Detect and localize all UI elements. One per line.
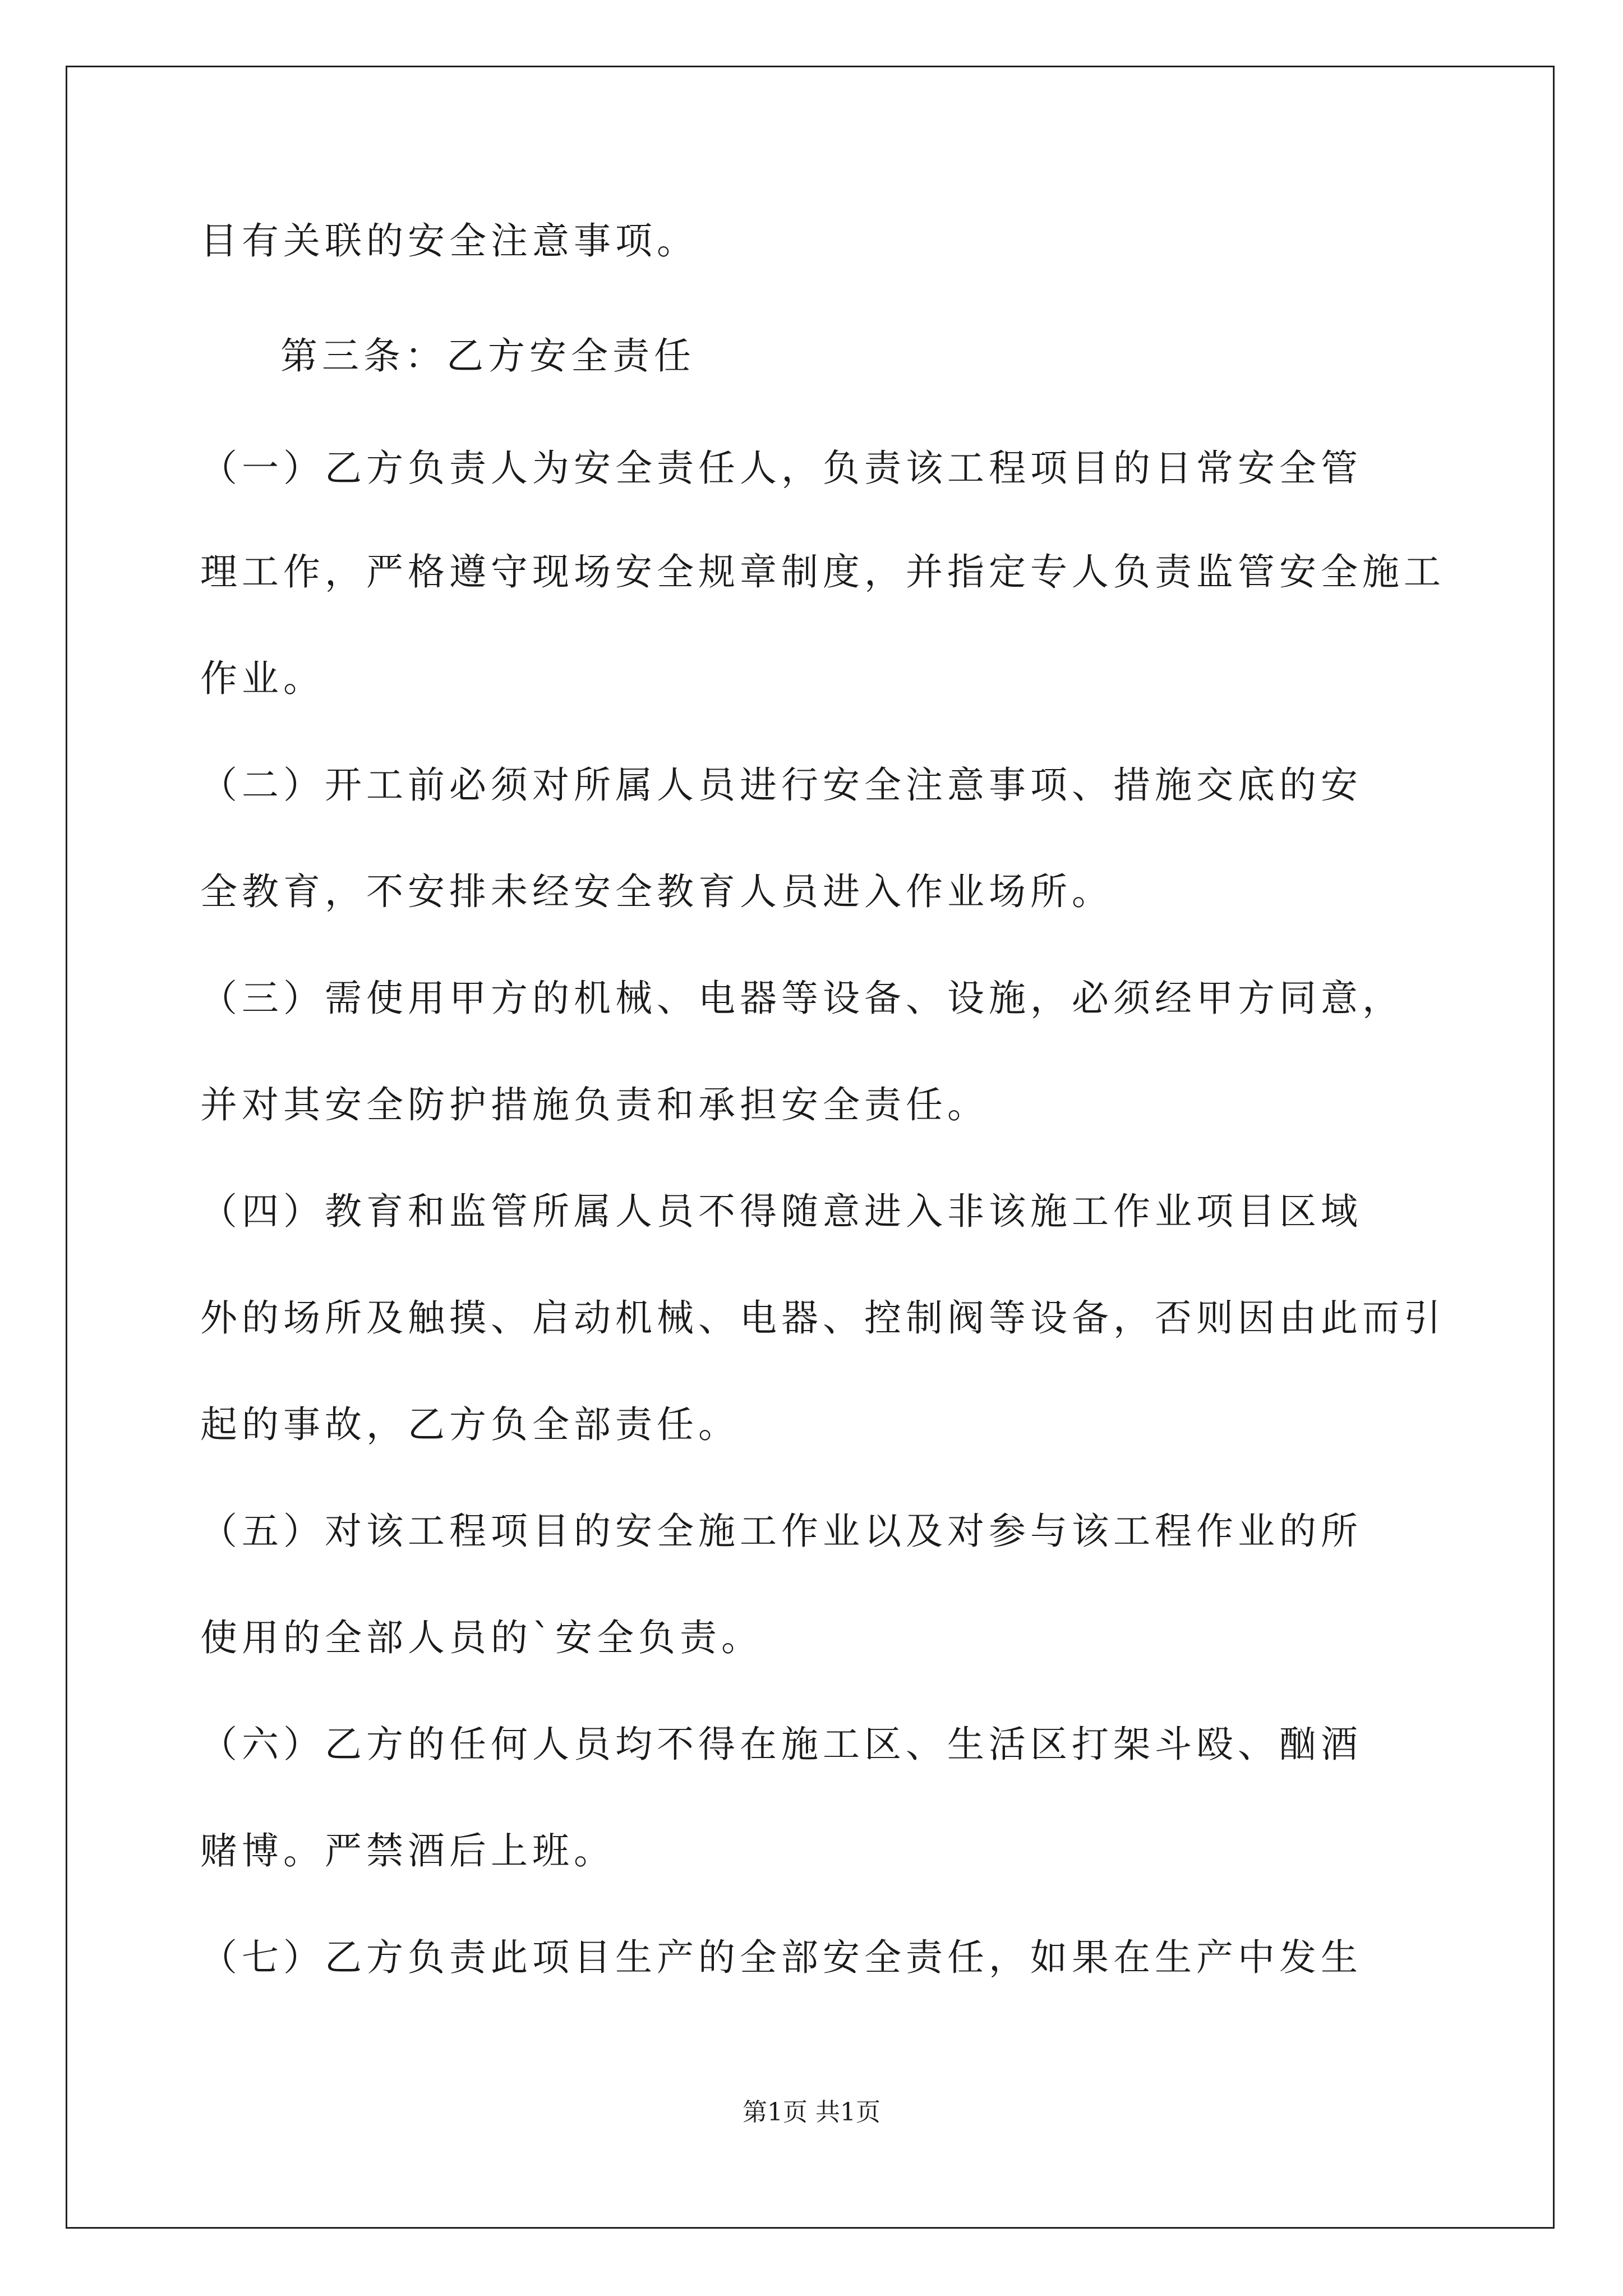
body-line: 并对其安全防护措施负责和承担安全责任。 [200, 1083, 989, 1126]
body-line: 起的事故，乙方负全部责任。 [200, 1403, 740, 1446]
body-line: （五）对该工程项目的安全施工作业以及对参与该工程作业的所 [200, 1510, 1362, 1553]
body-line: 理工作，严格遵守现场安全规章制度，并指定专人负责监管安全施工 [200, 550, 1445, 593]
body-line: （二）开工前必须对所属人员进行安全注意事项、措施交底的安 [200, 763, 1362, 807]
section-heading: 第三条：乙方安全责任 [280, 334, 695, 378]
body-line: 赌博。严禁酒后上班。 [200, 1829, 615, 1872]
body-line: 使用的全部人员的`安全负责。 [200, 1616, 763, 1659]
body-line: （三）需使用甲方的机械、电器等设备、设施，必须经甲方同意， [200, 977, 1404, 1020]
body-line: 目有关联的安全注意事项。 [200, 219, 698, 263]
body-line: （一）乙方负责人为安全责任人，负责该工程项目的日常安全管 [200, 447, 1362, 490]
body-line: 作业。 [200, 657, 325, 700]
body-line: 全教育，不安排未经安全教育人员进入作业场所。 [200, 870, 1113, 913]
body-line: （六）乙方的任何人员均不得在施工区、生活区打架斗殴、酗酒 [200, 1723, 1362, 1766]
page-border [66, 66, 1555, 2229]
body-line: （七）乙方负责此项目生产的全部安全责任，如果在生产中发生 [200, 1936, 1362, 1979]
page-footer: 第1页 共1页 [743, 2098, 880, 2127]
body-line: 外的场所及触摸、启动机械、电器、控制阀等设备，否则因由此而引 [200, 1296, 1445, 1340]
body-line: （四）教育和监管所属人员不得随意进入非该施工作业项目区域 [200, 1190, 1362, 1233]
